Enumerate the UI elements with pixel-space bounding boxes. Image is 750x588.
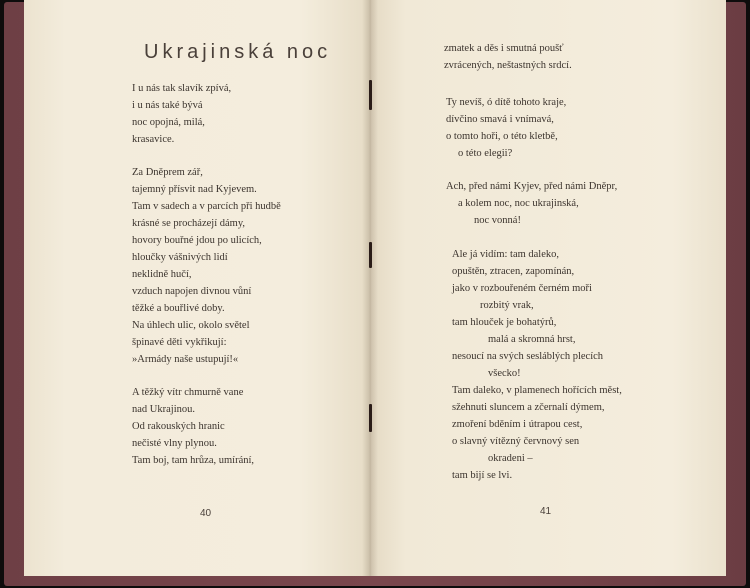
poem-line: opuštěn, ztracen, zapomínán, <box>452 266 575 277</box>
left-page <box>24 0 370 576</box>
poem-line: A těžký vítr chmurně vane <box>132 387 244 398</box>
poem-line: »Armády naše ustupují!« <box>132 354 239 365</box>
binding-stitch <box>369 80 372 110</box>
poem-line: Za Dněprem zář, <box>132 167 203 178</box>
poem-line: krasavice. <box>132 134 175 145</box>
poem-line: tam bijí se lvi. <box>452 470 513 481</box>
poem-line: i u nás také bývá <box>132 100 203 111</box>
poem-line: Tam v sadech a v parcích při hudbě <box>132 201 281 212</box>
stanza-2 <box>446 94 566 162</box>
poem-line: Od rakouských hranic <box>132 421 225 432</box>
page-number: 40 <box>200 508 212 519</box>
poem-line: Ty nevíš, ó dítě tohoto kraje, <box>446 97 567 108</box>
poem-line: Tam boj, tam hrůza, umírání, <box>132 455 255 466</box>
poem-line: noc vonná! <box>474 215 521 226</box>
poem-line: neklidně hučí, <box>132 269 192 280</box>
poem-line: těžké a bouřlivé doby. <box>132 303 225 314</box>
poem-line: hovory bouřné jdou po ulicích, <box>132 235 262 246</box>
poem-line: všecko! <box>488 368 521 379</box>
stanza-3 <box>446 178 617 229</box>
stanza-1 <box>444 40 572 74</box>
poem-line: okradeni – <box>488 453 533 464</box>
poem-line: Ach, před námi Kyjev, před námi Dněpr, <box>446 181 618 192</box>
poem-line: a kolem noc, noc ukrajinská, <box>458 198 579 209</box>
poem-line: špinavé děti vykřikují: <box>132 337 227 348</box>
poem-line: nečisté vlny plynou. <box>132 438 217 449</box>
poem-line: krásné se procházejí dámy, <box>132 218 246 229</box>
poem-line: vzduch napojen divnou vůní <box>132 286 252 297</box>
stanza-4 <box>452 246 622 484</box>
binding-stitch <box>369 404 372 432</box>
poem-line: noc opojná, milá, <box>132 117 205 128</box>
poem-line: zmatek a děs i smutná poušť <box>444 43 564 54</box>
poem-line: sžehnuti sluncem a zčernalí dýmem, <box>452 402 605 413</box>
poem-line: zvrácených, neštastných srdcí. <box>444 60 572 71</box>
poem-line: Na úhlech ulic, okolo světel <box>132 320 250 331</box>
stanza-2 <box>132 164 281 368</box>
poem-line: jako v rozbouřeném černém moři <box>452 283 592 294</box>
poem-line: hloučky vášnivých lidí <box>132 252 228 263</box>
poem-line: malá a skromná hrst, <box>488 334 576 345</box>
stanza-1 <box>132 80 231 148</box>
poem-line: nad Ukrajinou. <box>132 404 195 415</box>
poem-title: Ukrajinská noc <box>144 41 332 63</box>
page-number: 41 <box>540 506 552 517</box>
poem-line: o slavný vítězný červnový sen <box>452 436 580 447</box>
poem-line: o tomto hoři, o této kletbě, <box>446 131 558 142</box>
poem-line: zmoření bděním i útrapou cest, <box>452 419 583 430</box>
poem-line: I u nás tak slavík zpívá, <box>132 83 232 94</box>
poem-line: Ale já vidím: tam daleko, <box>452 249 560 260</box>
poem-line: o této elegii? <box>458 148 513 159</box>
binding-stitch <box>369 242 372 268</box>
right-page <box>370 0 726 576</box>
poem-line: rozbitý vrak, <box>480 300 534 311</box>
poem-line: tajemný přísvit nad Kyjevem. <box>132 184 257 195</box>
stanza-3 <box>132 384 254 469</box>
poem-line: dívčino smavá i vnímavá, <box>446 114 554 125</box>
poem-line: nesoucí na svých sesláblých plecích <box>452 351 604 362</box>
poem-line: Tam daleko, v plamenech hořících měst, <box>452 385 622 396</box>
poem-line: tam hlouček je bohatýrů, <box>452 317 557 328</box>
